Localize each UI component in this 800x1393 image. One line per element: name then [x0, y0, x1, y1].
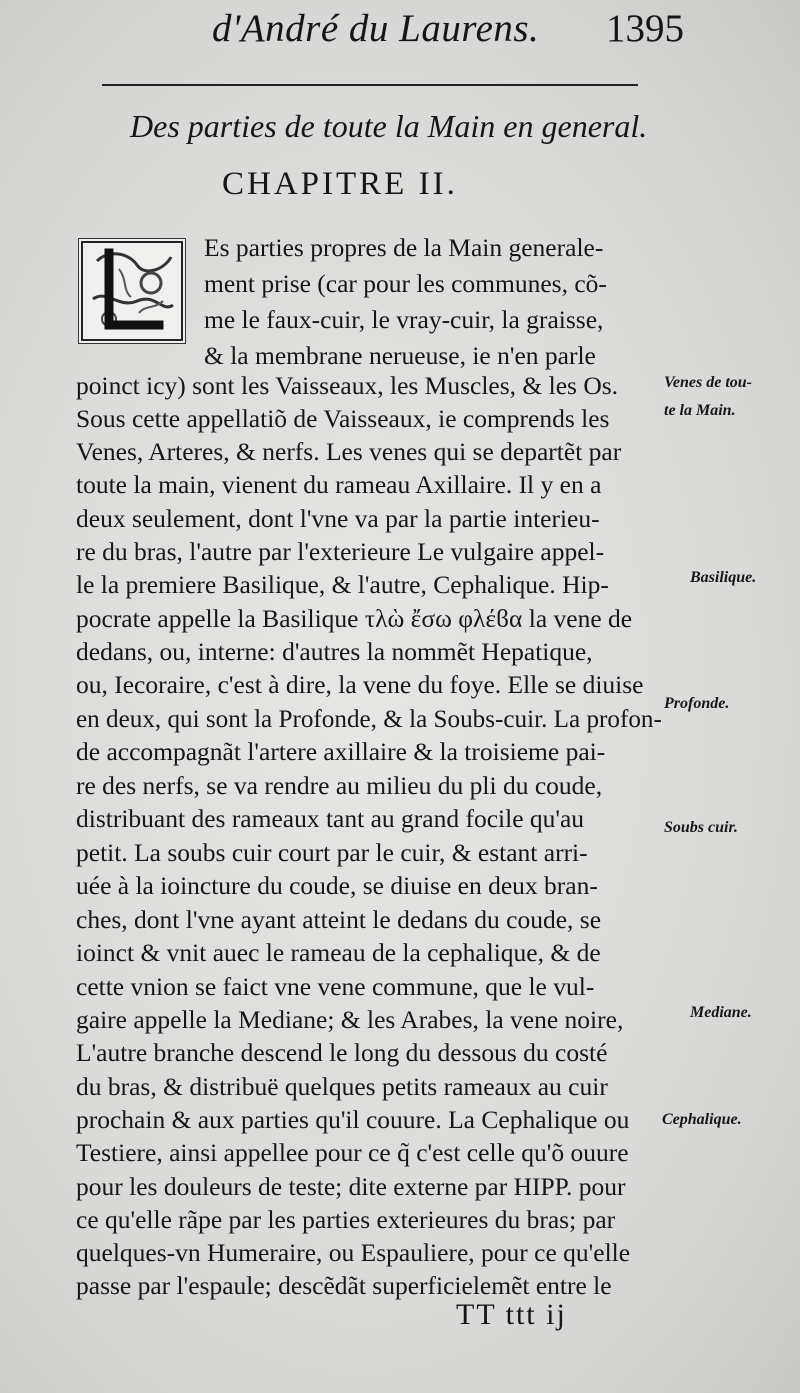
- running-head: [0, 6, 800, 54]
- body-line: quelques-vn Humeraire, ou Espauliere, pour ce qu'elle: [76, 1238, 631, 1267]
- body-line: ment prise (car pour les communes, cõ-: [204, 269, 607, 298]
- body-line: pour les douleurs de teste; dite externe par HIPP. pour: [76, 1172, 626, 1201]
- body-line: ce qu'elle rãpe par les parties exterieures du bras; par: [76, 1205, 616, 1234]
- margin-note: Mediane.: [690, 1004, 752, 1021]
- body-line: le la premiere Basilique, & l'autre, Cephalique. Hip-: [76, 570, 609, 599]
- margin-note: te la Main.: [664, 402, 736, 419]
- section-heading: Des parties de toute la Main en general.: [130, 108, 648, 144]
- body-line: uée à la ioincture du coude, se diuise en deux bran-: [76, 871, 598, 900]
- header-rule: [102, 84, 638, 86]
- body-line: passe par l'espaule; descẽdãt superficielemẽt entre le: [76, 1271, 612, 1300]
- margin-note: Soubs cuir.: [664, 819, 738, 836]
- body-line: ches, dont l'vne ayant atteint le dedans du coude, se: [76, 905, 602, 934]
- body-line: ioinct & vnit auec le rameau de la cephalique, & de: [76, 938, 601, 967]
- body-line: & la membrane nerueuse, ie n'en parle: [204, 341, 596, 370]
- body-line: re des nerfs, se va rendre au milieu du pli du coude,: [76, 771, 603, 800]
- page-number: 1395: [606, 7, 684, 50]
- body-line: petit. La soubs cuir court par le cuir, & estant arri-: [76, 838, 588, 867]
- body-line: en deux, qui sont la Profonde, & la Soubs-cuir. La profon-: [76, 704, 662, 733]
- body-line: re du bras, l'autre par l'exterieure Le vulgaire appel-: [76, 537, 605, 566]
- body-line: deux seulement, dont l'vne va par la partie interieu-: [76, 504, 600, 533]
- body-line: L'autre branche descend le long du dessous du costé: [76, 1038, 608, 1067]
- body-line: de accompagnãt l'artere axillaire & la troisieme pai-: [76, 737, 606, 766]
- body-line: Venes, Arteres, & nerfs. Les venes qui se departẽt par: [76, 437, 622, 466]
- ornamental-initial-l: [78, 238, 186, 344]
- body-line: Sous cette appellatiõ de Vaisseaux, ie comprends les: [76, 404, 610, 433]
- body-line: me le faux-cuir, le vray-cuir, la graisse,: [204, 305, 604, 334]
- body-line: poinct icy) sont les Vaisseaux, les Muscles, & les Os.: [76, 371, 619, 400]
- body-line: prochain & aux parties qu'il couure. La Cephalique ou: [76, 1105, 630, 1134]
- running-title: d'André du Laurens.: [212, 7, 540, 50]
- chapter-heading: CHAPITRE II.: [222, 166, 458, 202]
- body-line: gaire appelle la Mediane; & les Arabes, la vene noire,: [76, 1005, 624, 1034]
- body-line: du bras, & distribuë quelques petits rameaux au cuir: [76, 1072, 608, 1101]
- body-line: dedans, ou, interne: d'autres la nommẽt Hepatique,: [76, 637, 593, 666]
- margin-note: Basilique.: [690, 569, 757, 586]
- margin-note: Profonde.: [664, 695, 730, 712]
- body-line: ou, Iecoraire, c'est à dire, la vene du foye. Elle se diuise: [76, 670, 644, 699]
- body-line: cette vnion se faict vne vene commune, que le vul-: [76, 972, 595, 1001]
- body-line: pocrate appelle la Basilique τλὼ ἔσω φλέϐα la vene de: [76, 604, 633, 633]
- body-line: toute la main, vienent du rameau Axillaire. Il y en a: [76, 470, 602, 499]
- margin-note: Venes de tou-: [664, 374, 752, 391]
- margin-note: Cephalique.: [662, 1111, 742, 1128]
- body-line: Testiere, ainsi appellee pour ce q̃ c'est celle qu'õ ouure: [76, 1138, 629, 1167]
- body-line: distribuant des rameaux tant au grand focile qu'au: [76, 804, 585, 833]
- body-line: Es parties propres de la Main generale-: [204, 233, 604, 262]
- signature-mark: TT ttt ij: [456, 1298, 567, 1331]
